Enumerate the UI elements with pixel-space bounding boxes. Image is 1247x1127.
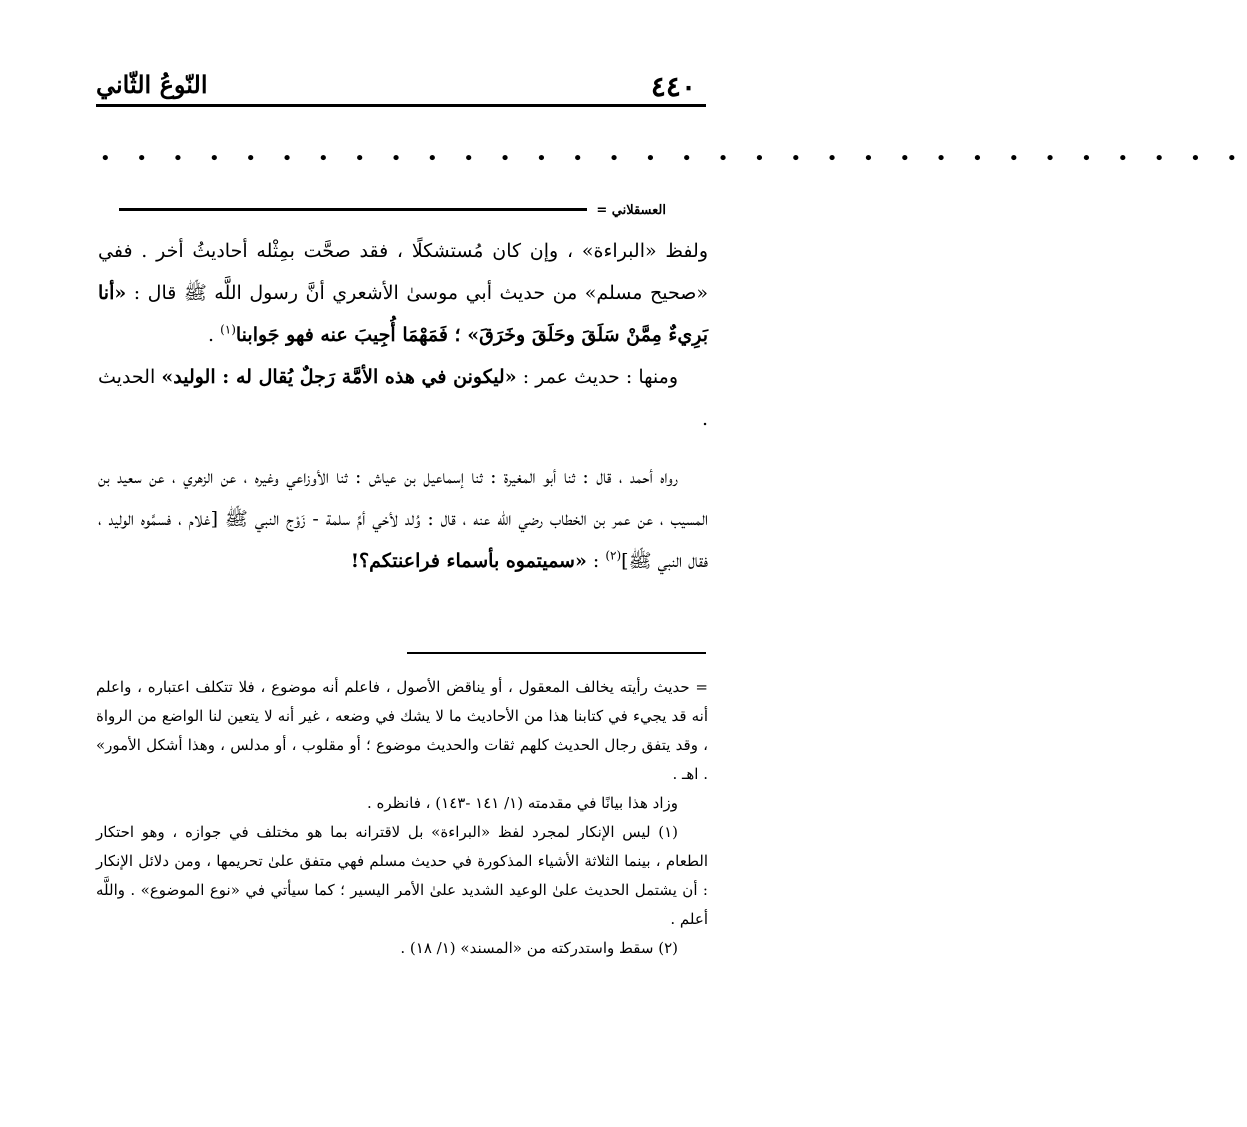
footnote-1: (١) ليس الإنكار لمجرد لفظ «البراءة» بل لاقترانه بما هو مختلف في جوازه ، وهو احتكار الطعام ، بينما الثلاثة الأشياء المذكورة في حديث مسلم فهي متفق علىٰ تحريمها ، ومن دلائل الإنكار : أن يشتمل الحديث علىٰ الوعيد الشديد علىٰ الأمر اليسير ؛ كما سيأتي في «نوع الموضوع» . واللَّه أعلم . (96, 823, 708, 928)
continued-note-label: العسقلاني = (596, 202, 666, 218)
continued-note-rule (119, 208, 587, 211)
paragraph-1 (98, 230, 708, 356)
footnote-ref-1: (١) (220, 322, 236, 337)
paragraph-1-text-c: . (207, 324, 221, 346)
footnote-ref-2: (٢) (605, 548, 622, 563)
page-number: ٤٤٠ (650, 70, 696, 103)
paragraph-1-text-b: ؛ فَمَهْمَا أُجِيبَ عنه فهو جَوابنا (235, 324, 468, 346)
paragraph-gap (98, 440, 708, 456)
header-rule (96, 104, 706, 107)
footnote-2: (٢) سقط واستدركته من «المسند» (١/ ١٨) . (400, 939, 678, 957)
footnote-continuation: = حديث رأيته يخالف المعقول ، أو يناقض الأصول ، فاعلم أنه موضوع ، فلا تتكلف اعتباره ، واعلم أنه قد يجيء في كتابنا هذا من الأحاديث ما لا يشك في وضعه ، غير أنه لا يتعين لنا الواضع من الرواة ، وقد يتفق رجال الحديث كلهم ثقات والحديث موضوع ؛ أو مقلوب ، أو مدلس ، وهذا أشكل الأمور» . اهـ . (96, 678, 708, 783)
main-text (98, 230, 708, 582)
running-title: النّوعُ الثّاني (96, 70, 208, 99)
hadith-quote-1: «أنا بَرِيءٌ مِمَّنْ سَلَقَ وحَلَقَ وخَرَقَ» (98, 282, 708, 346)
hadith-quote-3: «سميتموه بأسماء فراعنتكم؟! (350, 550, 587, 572)
footnote-rule (407, 652, 706, 654)
paragraph-1-text-a: ولفظ «البراءة» ، وإن كان مُستشكلًا ، فقد صحَّت بمِثْله أحاديثُ أخر . ففي «صحيح مسلم» من حديث أبي موسىٰ الأشعري أنَّ رسول اللَّه ﷺ قال : (98, 240, 708, 304)
section-separator-dots: • • • • • • • • • • • • • • • • • • • • • • • • • • • • • • • • (100, 148, 1247, 169)
paragraph-2-text-a: ومنها : حديث عمر : (516, 366, 679, 388)
hadith-quote-2: «ليكونن في هذه الأمَّة رَجلٌ يُقال له : الوليد» (161, 366, 517, 388)
footnotes (96, 673, 708, 963)
continued-note-marker (596, 198, 666, 222)
paragraph-3-text-b: : (586, 550, 606, 572)
paragraph-3 (98, 456, 708, 582)
footnote-extra-note: وزاد هذا بيانًا في مقدمته (١/ ١٤١ -١٤٣) ، فانظره . (367, 794, 678, 812)
paragraph-2 (98, 356, 708, 440)
paragraph-3-text-a: رواه أحمد ، قال : ثنا أبو المغيرة : ثنا إسماعيل بن عياش : ثنا الأوزاعي وغيره ، عن الزهري ، عن سعيد بن المسيب ، عن عمر بن الخطاب رضي الله عنه ، قال : وُلد لأخي أمِّ سلمة - زَوْج النبي ﷺ [غلام ، فسمَّوه الوليد ، فقال النبي ﷺ] (98, 466, 708, 572)
paragraph-2-text-b: الحديث . (98, 366, 708, 430)
page-header (96, 64, 696, 104)
